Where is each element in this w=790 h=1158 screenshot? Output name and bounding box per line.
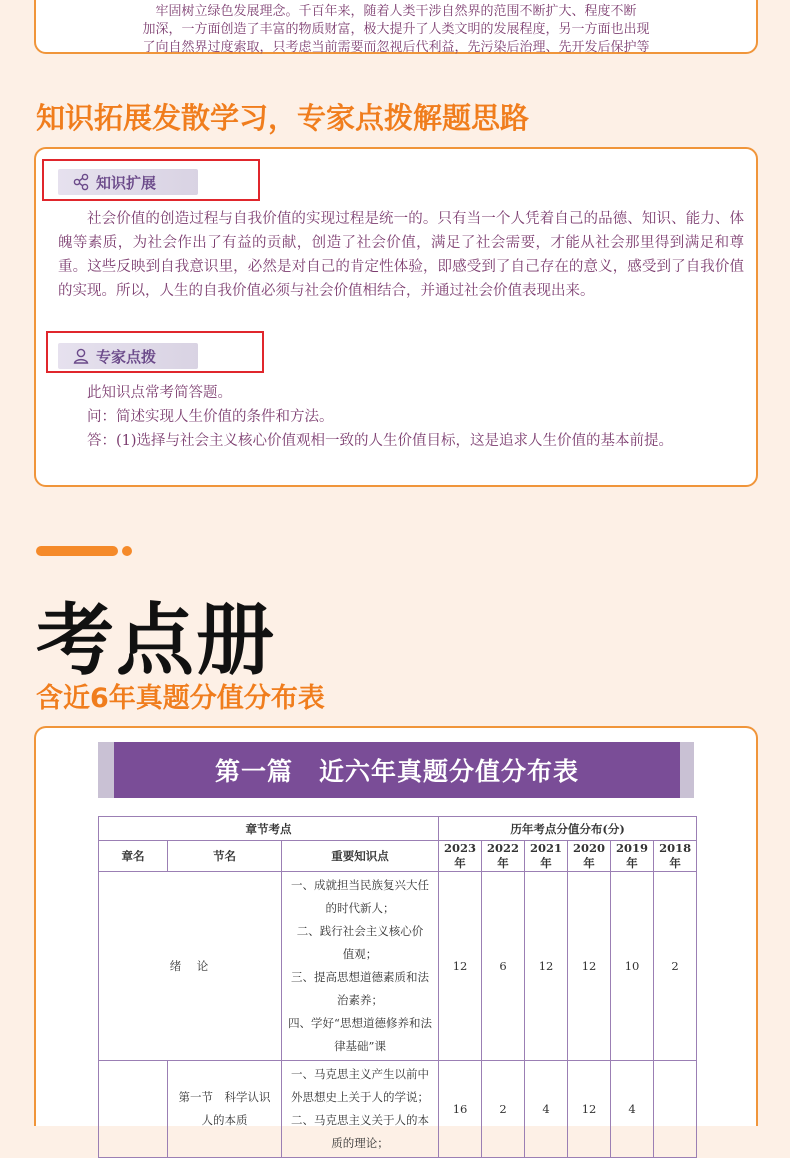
points-cell [282, 1061, 439, 1158]
section-heading: 知识拓展发散学习，专家点拨解题思路 [36, 101, 530, 135]
score-cell: 12 [525, 872, 568, 1061]
year-header: 2020 年 [568, 841, 611, 872]
knowledge-paragraph: 社会价值的创造过程与自我价值的实现过程是统一的。只有当一个人凭着自己的品德、知识、能力、体魄等素质，为社会作出了有益的贡献，创造了社会价值，满足了社会需要，才能从社会那里得到满足和尊重。这些反映到自我意识里，必然是对自己的肯定性体验，即感受到了自己存在的意义，感受到了自我价值的实现。所以，人生的自我价值必须与社会价值相结合，并通过社会价值表现出来。 [58, 211, 744, 299]
point-line: 值观； [342, 947, 378, 961]
point-line: 二、马克思主义关于人的本 [291, 1113, 430, 1127]
column-header: 章名 [99, 841, 168, 872]
column-header: 节名 [168, 841, 282, 872]
expert-text [58, 381, 744, 453]
decor-bar [36, 546, 118, 556]
highlight-box [42, 159, 260, 201]
excerpt-line: 了向自然界过度索取，只考虑当前需要而忽视后代利益，先污染后治理、先开发后保护等 [142, 40, 650, 55]
score-cell: 2 [654, 872, 697, 1061]
chapter-cell [99, 1061, 168, 1158]
page-title: 考点册 [36, 596, 277, 686]
point-line: 质的理论； [331, 1136, 389, 1150]
point-line: 一、成就担当民族复兴大任 [291, 878, 430, 892]
score-cell: 12 [568, 872, 611, 1061]
knowledge-text [58, 207, 744, 303]
column-header: 重要知识点 [282, 841, 439, 872]
point-line: 律基础”课 [334, 1039, 386, 1053]
excerpt-line: 加深，一方面创造了丰富的物质财富，极大提升了人类文明的发展程度，另一方面也出现 [142, 22, 650, 37]
group-header-row [99, 817, 697, 841]
score-cell: 4 [525, 1061, 568, 1158]
score-cell: 12 [568, 1061, 611, 1158]
table-row [99, 1061, 697, 1158]
point-line: 三、提高思想道德素质和法 [291, 970, 430, 984]
expert-line: 此知识点常考简答题。 [87, 385, 232, 401]
score-cell [654, 1061, 697, 1158]
expert-line: 答：(1)选择与社会主义核心价值观相一致的人生价值目标，这是追求人生价值的基本前提。 [87, 433, 674, 449]
banner-title: 近六年真题分值分布表 [319, 757, 580, 786]
highlight-box [46, 331, 264, 373]
expert-line: 问：简述实现人生价值的条件和方法。 [87, 409, 334, 425]
score-cell: 4 [611, 1061, 654, 1158]
section-subheading: 含近6年真题分值分布表 [36, 683, 325, 714]
table-card [34, 726, 758, 1150]
score-cell: 12 [439, 872, 482, 1061]
points-cell [282, 872, 439, 1061]
point-line: 一、马克思主义产生以前中 [291, 1067, 430, 1081]
knowledge-tag-label: 知识扩展 [96, 173, 157, 192]
score-cell: 16 [439, 1061, 482, 1158]
score-cell: 2 [482, 1061, 525, 1158]
point-line: 外思想史上关于人的学说； [291, 1090, 430, 1104]
year-header: 2021 年 [525, 841, 568, 872]
group-header-left: 章节考点 [99, 817, 439, 841]
decor-dot [122, 546, 132, 556]
year-header: 2022 年 [482, 841, 525, 872]
column-header-row [99, 841, 697, 872]
expert-tag-label: 专家点拨 [96, 347, 157, 366]
score-table [98, 816, 697, 1158]
score-cell: 10 [611, 872, 654, 1061]
point-line: 四、学好“思想道德修养和法 [288, 1016, 432, 1030]
group-header-right: 历年考点分值分布(分) [439, 817, 697, 841]
table-banner [114, 742, 680, 798]
section-cell: 第一节 科学认识人的本质 [168, 1061, 282, 1158]
knowledge-card [34, 147, 758, 487]
year-header: 2018 年 [654, 841, 697, 872]
excerpt-card [34, 0, 758, 54]
banner-part: 第一篇 [214, 757, 293, 786]
excerpt-line: 牢固树立绿色发展理念。千百年来，随着人类干涉自然界的范围不断扩大、程度不断 [155, 4, 637, 19]
table-row [99, 872, 697, 1061]
year-header: 2019 年 [611, 841, 654, 872]
section-cell: 绪 论 [99, 872, 282, 1061]
point-line: 的时代新人； [325, 901, 395, 915]
year-header: 2023 年 [439, 841, 482, 872]
score-cell: 6 [482, 872, 525, 1061]
point-line: 二、践行社会主义核心价 [296, 924, 424, 938]
point-line: 治素养； [337, 993, 384, 1007]
excerpt-text [36, 0, 756, 57]
